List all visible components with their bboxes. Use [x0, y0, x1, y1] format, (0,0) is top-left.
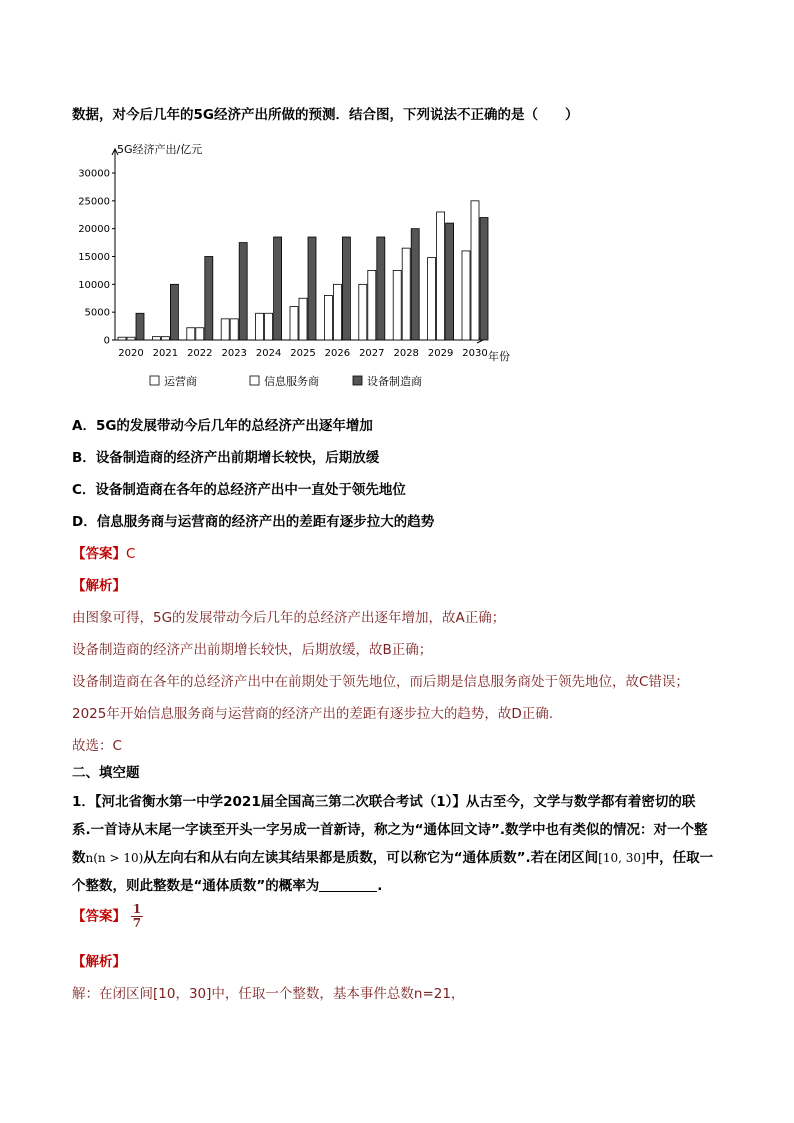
bar-设备制造商-2030: [480, 218, 488, 340]
option-b: B．设备制造商的经济产出前期增长较快，后期放缓: [72, 450, 380, 466]
y-tick-label: 10000: [78, 279, 110, 291]
fraction-numerator: 1: [132, 902, 142, 916]
analysis-line-1: 由图象可得，5G的发展带动今后几年的总经济产出逐年增加，故A正确；: [72, 610, 506, 626]
math-n: n(n > 10): [85, 851, 144, 865]
section-title: 二、填空题: [72, 765, 140, 781]
bar-运营商-2028: [393, 270, 401, 340]
bar-信息服务商-2022: [196, 328, 204, 340]
bar-信息服务商-2026: [333, 284, 341, 340]
bar-设备制造商-2024: [274, 237, 282, 340]
bar-运营商-2030: [462, 251, 470, 340]
option-d: D．信息服务商与运营商的经济产出的差距有逐步拉大的趋势: [72, 514, 435, 530]
analysis-line-3: 设备制造商在各年的总经济产出中在前期处于领先地位，而后期是信息服务商处于领先地位，故C错误；: [72, 674, 689, 690]
answer-1: [72, 542, 135, 562]
x-tick-label: 2020: [118, 348, 144, 359]
answer-2: [72, 903, 143, 930]
q2-line-3: [72, 846, 713, 866]
legend-swatch: [150, 376, 159, 385]
analysis-tag-2: 【解析】: [72, 954, 126, 970]
question-intro: 数据，对今后几年的5G经济产出所做的预测．结合图，下列说法不正确的是（ ）: [72, 107, 579, 123]
bar-设备制造商-2028: [411, 229, 419, 340]
x-tick-label: 2028: [393, 348, 419, 359]
x-tick-label: 2021: [152, 348, 179, 359]
choice-line: 故选：C: [72, 738, 122, 754]
y-tick-label: 0: [103, 335, 110, 347]
q2-line-4: [72, 874, 382, 894]
y-axis-label: 5G经济产出/亿元: [117, 143, 203, 156]
bar-运营商-2025: [290, 307, 298, 340]
q2-text-e: .: [377, 878, 383, 894]
legend-label: 设备制造商: [367, 375, 422, 388]
legend-swatch: [353, 376, 362, 385]
answer-blank: [319, 877, 377, 892]
bar-设备制造商-2021: [170, 284, 178, 340]
x-tick-label: 2025: [290, 348, 316, 359]
y-tick-label: 20000: [78, 224, 110, 236]
q2-text-a: 数: [72, 850, 86, 866]
bar-信息服务商-2025: [299, 298, 307, 340]
x-tick-label: 2030: [462, 348, 488, 359]
bar-运营商-2029: [428, 258, 436, 340]
bar-设备制造商-2023: [239, 243, 247, 340]
x-tick-label: 2024: [255, 348, 282, 359]
q2-text-d: 个整数，则此整数是“通体质数”的概率为: [72, 878, 320, 894]
bar-运营商-2027: [359, 284, 367, 340]
bar-设备制造商-2020: [136, 313, 144, 340]
bar-信息服务商-2024: [265, 313, 273, 340]
x-tick-label: 2026: [324, 348, 351, 359]
bar-设备制造商-2026: [342, 237, 350, 340]
bar-信息服务商-2028: [402, 248, 410, 340]
bar-信息服务商-2029: [437, 212, 445, 340]
bar-信息服务商-2020: [127, 337, 135, 340]
analysis-line-4: 2025年开始信息服务商与运营商的经济产出的差距有逐步拉大的趋势，故D正确.: [72, 706, 554, 722]
bar-信息服务商-2027: [368, 270, 376, 340]
bar-信息服务商-2023: [230, 319, 238, 340]
bar-设备制造商-2022: [205, 257, 213, 341]
bar-信息服务商-2030: [471, 201, 479, 340]
math-interval: [10, 30]: [598, 851, 646, 865]
bar-运营商-2020: [118, 337, 126, 340]
bar-信息服务商-2021: [161, 337, 169, 340]
option-c: C．设备制造商在各年的总经济产出中一直处于领先地位: [72, 482, 406, 498]
y-tick-label: 25000: [78, 196, 110, 208]
q2-line-1: 1．【河北省衡水第一中学2021届全国高三第二次联合考试（1）】从古至今，文学与数学都有着密切的联: [72, 794, 696, 810]
x-axis-label: 年份: [488, 350, 510, 363]
bar-设备制造商-2029: [446, 223, 454, 340]
answer-tag: 【答案】: [72, 546, 126, 562]
bar-运营商-2022: [187, 328, 195, 340]
bar-设备制造商-2027: [377, 237, 385, 340]
legend-label: 运营商: [164, 375, 197, 388]
bar-运营商-2023: [221, 319, 229, 340]
legend-label: 信息服务商: [264, 375, 319, 388]
x-tick-label: 2023: [221, 348, 247, 359]
x-tick-label: 2022: [187, 348, 213, 359]
y-tick-label: 5000: [84, 307, 110, 319]
bar-设备制造商-2025: [308, 237, 316, 340]
analysis-line-2: 设备制造商的经济产出前期增长较快，后期放缓，故B正确；: [72, 642, 433, 658]
legend-swatch: [250, 376, 259, 385]
fraction-denominator: 7: [132, 916, 142, 930]
analysis-tag-1: 【解析】: [72, 578, 126, 594]
x-tick-label: 2027: [359, 348, 385, 359]
y-tick-label: 30000: [78, 168, 110, 180]
option-a: A．5G的发展带动今后几年的总经济产出逐年增加: [72, 418, 373, 434]
answer-value: C: [126, 546, 136, 562]
q2-text-c: 中，任取一: [645, 850, 714, 866]
bar-运营商-2024: [256, 313, 264, 340]
q2-text-b: 从左向右和从右向左读其结果都是质数，可以称它为“通体质数”.若在闭区间: [143, 850, 599, 866]
answer2-tag: 【答案】: [72, 908, 126, 925]
bar-chart: [78, 135, 525, 395]
analysis2-line: 解：在闭区间[10，30]中，任取一个整数，基本事件总数n=21，: [72, 986, 465, 1002]
q2-line-2: 系.一首诗从末尾一字读至开头一字另成一首新诗，称之为“通体回文诗”.数学中也有类似的情况：对一个整: [72, 822, 708, 838]
bar-运营商-2026: [324, 295, 332, 340]
x-tick-label: 2029: [427, 348, 454, 359]
bar-运营商-2021: [152, 337, 160, 340]
answer-fraction: [131, 903, 143, 930]
y-tick-label: 15000: [78, 252, 110, 263]
